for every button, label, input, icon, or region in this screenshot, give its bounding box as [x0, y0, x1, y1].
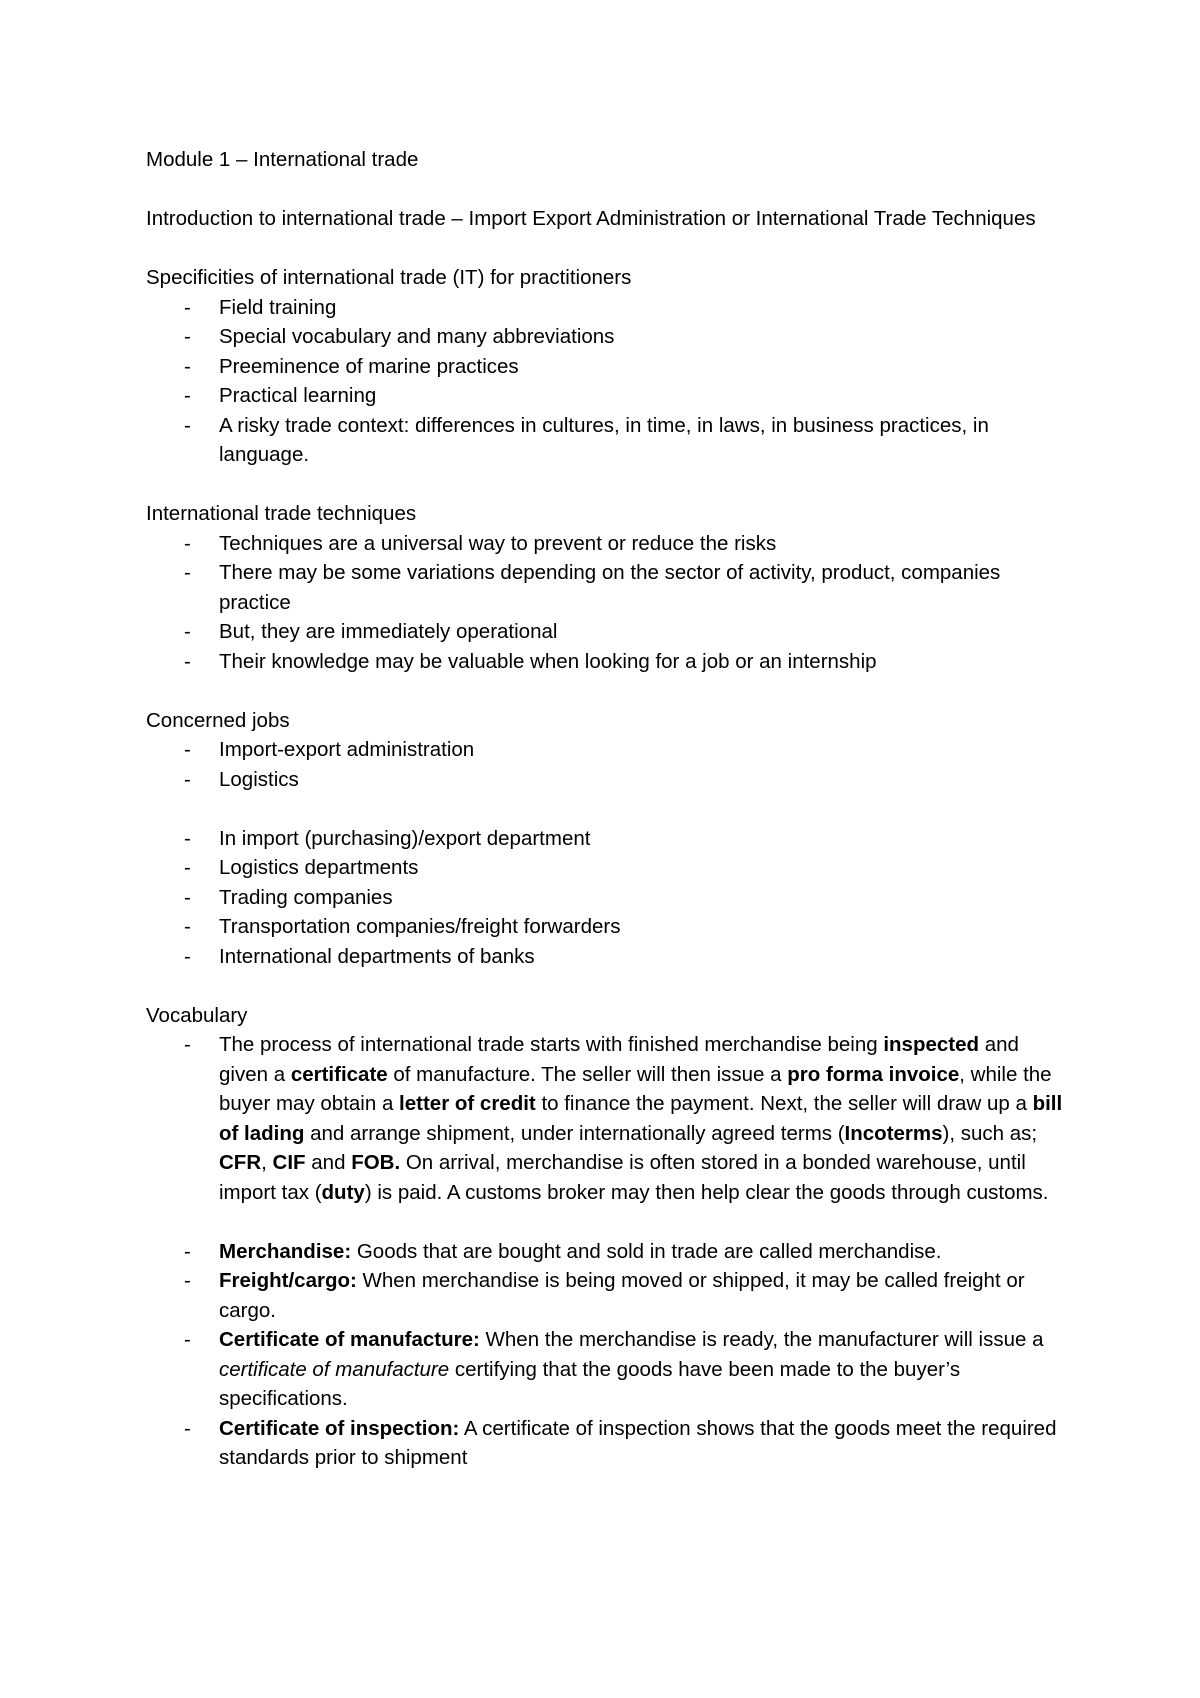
definition-text: When the merchandise is ready, the manufacturer will issue a — [479, 1328, 1044, 1351]
jobs-list-a — [146, 735, 1066, 794]
definition-text: When merchandise is being moved or shipped, it may be called freight or cargo. — [219, 1269, 1025, 1322]
dash-bullet: - — [184, 826, 191, 850]
list-item — [146, 411, 1066, 470]
list-item-text: There may be some variations depending on the sector of activity, product, companies practice — [219, 561, 1001, 614]
list-item-text: Trading companies — [219, 885, 393, 909]
definition-term: Freight/cargo: — [219, 1269, 357, 1292]
list-item — [146, 824, 1066, 854]
dash-bullet: - — [184, 1416, 191, 1440]
list-item — [146, 883, 1066, 913]
list-item — [146, 942, 1066, 972]
list-item — [146, 322, 1066, 352]
list-item — [146, 647, 1066, 677]
list-item-text: Special vocabulary and many abbreviations — [219, 325, 615, 348]
spacer — [146, 794, 1066, 824]
dash-bullet: - — [184, 295, 191, 319]
dash-bullet: - — [184, 620, 191, 643]
dash-bullet: - — [184, 915, 191, 938]
definition-term: Merchandise: — [219, 1239, 352, 1263]
spacer — [146, 1207, 1066, 1237]
italic-term: certificate of manufacture — [219, 1357, 450, 1381]
list-item-text: A risky trade context: differences in cultures, in time, in laws, in business practices, in language. — [219, 413, 989, 466]
text-run: ) is paid. A customs broker may then help clear the goods through customs. — [364, 1180, 1049, 1204]
spacer — [146, 676, 1066, 706]
list-item — [146, 1030, 1066, 1207]
list-item — [146, 381, 1066, 411]
dash-bullet: - — [184, 384, 191, 407]
techniques-heading: International trade techniques — [146, 502, 417, 525]
definition-text: Goods that are bought and sold in trade are called merchandise. — [351, 1239, 942, 1263]
definition-freight — [146, 1266, 1066, 1325]
dash-bullet: - — [184, 413, 191, 437]
text-run: ), such as; — [942, 1121, 1038, 1145]
document-body — [146, 145, 1066, 1473]
bold-term: letter of credit — [399, 1092, 536, 1115]
jobs-heading: Concerned jobs — [146, 708, 290, 732]
list-item — [146, 617, 1066, 647]
jobs-list-b — [146, 824, 1066, 972]
spacer — [146, 234, 1066, 264]
list-item-text: Practical learning — [219, 384, 377, 407]
list-item-text: In import (purchasing)/export department — [219, 826, 591, 850]
dash-bullet: - — [184, 325, 191, 348]
list-item — [146, 912, 1066, 942]
list-item-text: Transportation companies/freight forwarders — [219, 915, 621, 938]
list-item-text: Their knowledge may be valuable when looking for a job or an internship — [219, 649, 877, 673]
dash-bullet: - — [184, 561, 191, 584]
list-item — [146, 853, 1066, 883]
spacer — [146, 971, 1066, 1001]
list-item-text: Logistics — [219, 767, 299, 791]
vocabulary-process-list — [146, 1030, 1066, 1207]
definition-term: Certificate of manufacture: — [219, 1328, 480, 1351]
bold-term: FOB. — [351, 1151, 401, 1174]
dash-bullet: - — [184, 649, 191, 673]
bold-term: pro forma invoice — [787, 1062, 960, 1086]
dash-bullet: - — [184, 1033, 191, 1056]
bold-term: certificate — [290, 1062, 388, 1086]
process-paragraph — [219, 1033, 1062, 1204]
list-item — [146, 529, 1066, 559]
definition-merchandise — [146, 1237, 1066, 1267]
list-item-text: International departments of banks — [219, 944, 535, 968]
definition-text: A certificate of inspection shows that the goods meet the required standards prior to shipment — [219, 1416, 1057, 1469]
list-item-text: Import-export administration — [219, 738, 475, 761]
list-item — [146, 293, 1066, 323]
module-title: Module 1 – International trade — [146, 148, 419, 171]
vocabulary-heading: Vocabulary — [146, 1003, 248, 1027]
list-item — [146, 558, 1066, 617]
text-run: On arrival, merchandise is often stored in a bonded warehouse, until import tax ( — [219, 1151, 1026, 1204]
dash-bullet: - — [184, 1269, 191, 1292]
bold-term: duty — [321, 1180, 365, 1204]
list-item — [146, 352, 1066, 382]
definition-text: certifying that the goods have been made to the buyer’s specifications. — [219, 1357, 961, 1410]
techniques-list — [146, 529, 1066, 677]
text-run: and arrange shipment, under internationally agreed terms ( — [304, 1121, 845, 1145]
dash-bullet: - — [184, 531, 191, 555]
bold-term: bill of lading — [219, 1092, 1063, 1145]
text-run: to finance the payment. Next, the seller will draw up a — [535, 1092, 1033, 1115]
dash-bullet: - — [184, 885, 191, 909]
spacer — [146, 470, 1066, 500]
specificities-heading: Specificities of international trade (IT) for practitioners — [146, 266, 632, 289]
text-run: and — [305, 1151, 352, 1174]
definition-certificate-manufacture — [146, 1325, 1066, 1414]
list-item-text: Preeminence of marine practices — [219, 354, 519, 378]
list-item-text: Logistics departments — [219, 856, 419, 879]
intro-heading: Introduction to international trade – Import Export Administration or International Trade Techniques — [146, 207, 1036, 230]
list-item-text: Techniques are a universal way to prevent or reduce the risks — [219, 531, 777, 555]
bold-term: inspected — [883, 1033, 980, 1056]
list-item-text: Field training — [219, 295, 337, 319]
text-run: The process of international trade starts with finished merchandise being — [219, 1033, 884, 1056]
dash-bullet: - — [184, 1239, 191, 1263]
dash-bullet: - — [184, 767, 191, 791]
bold-term: CFR — [219, 1151, 262, 1174]
list-item — [146, 765, 1066, 795]
dash-bullet: - — [184, 354, 191, 378]
list-item-text: But, they are immediately operational — [219, 620, 558, 643]
definition-certificate-inspection — [146, 1414, 1066, 1473]
text-run: and given a — [219, 1033, 1019, 1086]
bold-term: CIF — [272, 1151, 306, 1174]
text-run: , — [261, 1151, 273, 1174]
dash-bullet: - — [184, 856, 191, 879]
list-item — [146, 735, 1066, 765]
text-run: , while the buyer may obtain a — [219, 1062, 1052, 1115]
dash-bullet: - — [184, 944, 191, 968]
spacer — [146, 175, 1066, 205]
definition-term: Certificate of inspection: — [219, 1416, 460, 1440]
dash-bullet: - — [184, 738, 191, 761]
vocabulary-definitions-list — [146, 1237, 1066, 1473]
text-run: of manufacture. The seller will then issue a — [387, 1062, 788, 1086]
dash-bullet: - — [184, 1328, 191, 1351]
specificities-list — [146, 293, 1066, 470]
bold-term: Incoterms — [844, 1121, 943, 1145]
